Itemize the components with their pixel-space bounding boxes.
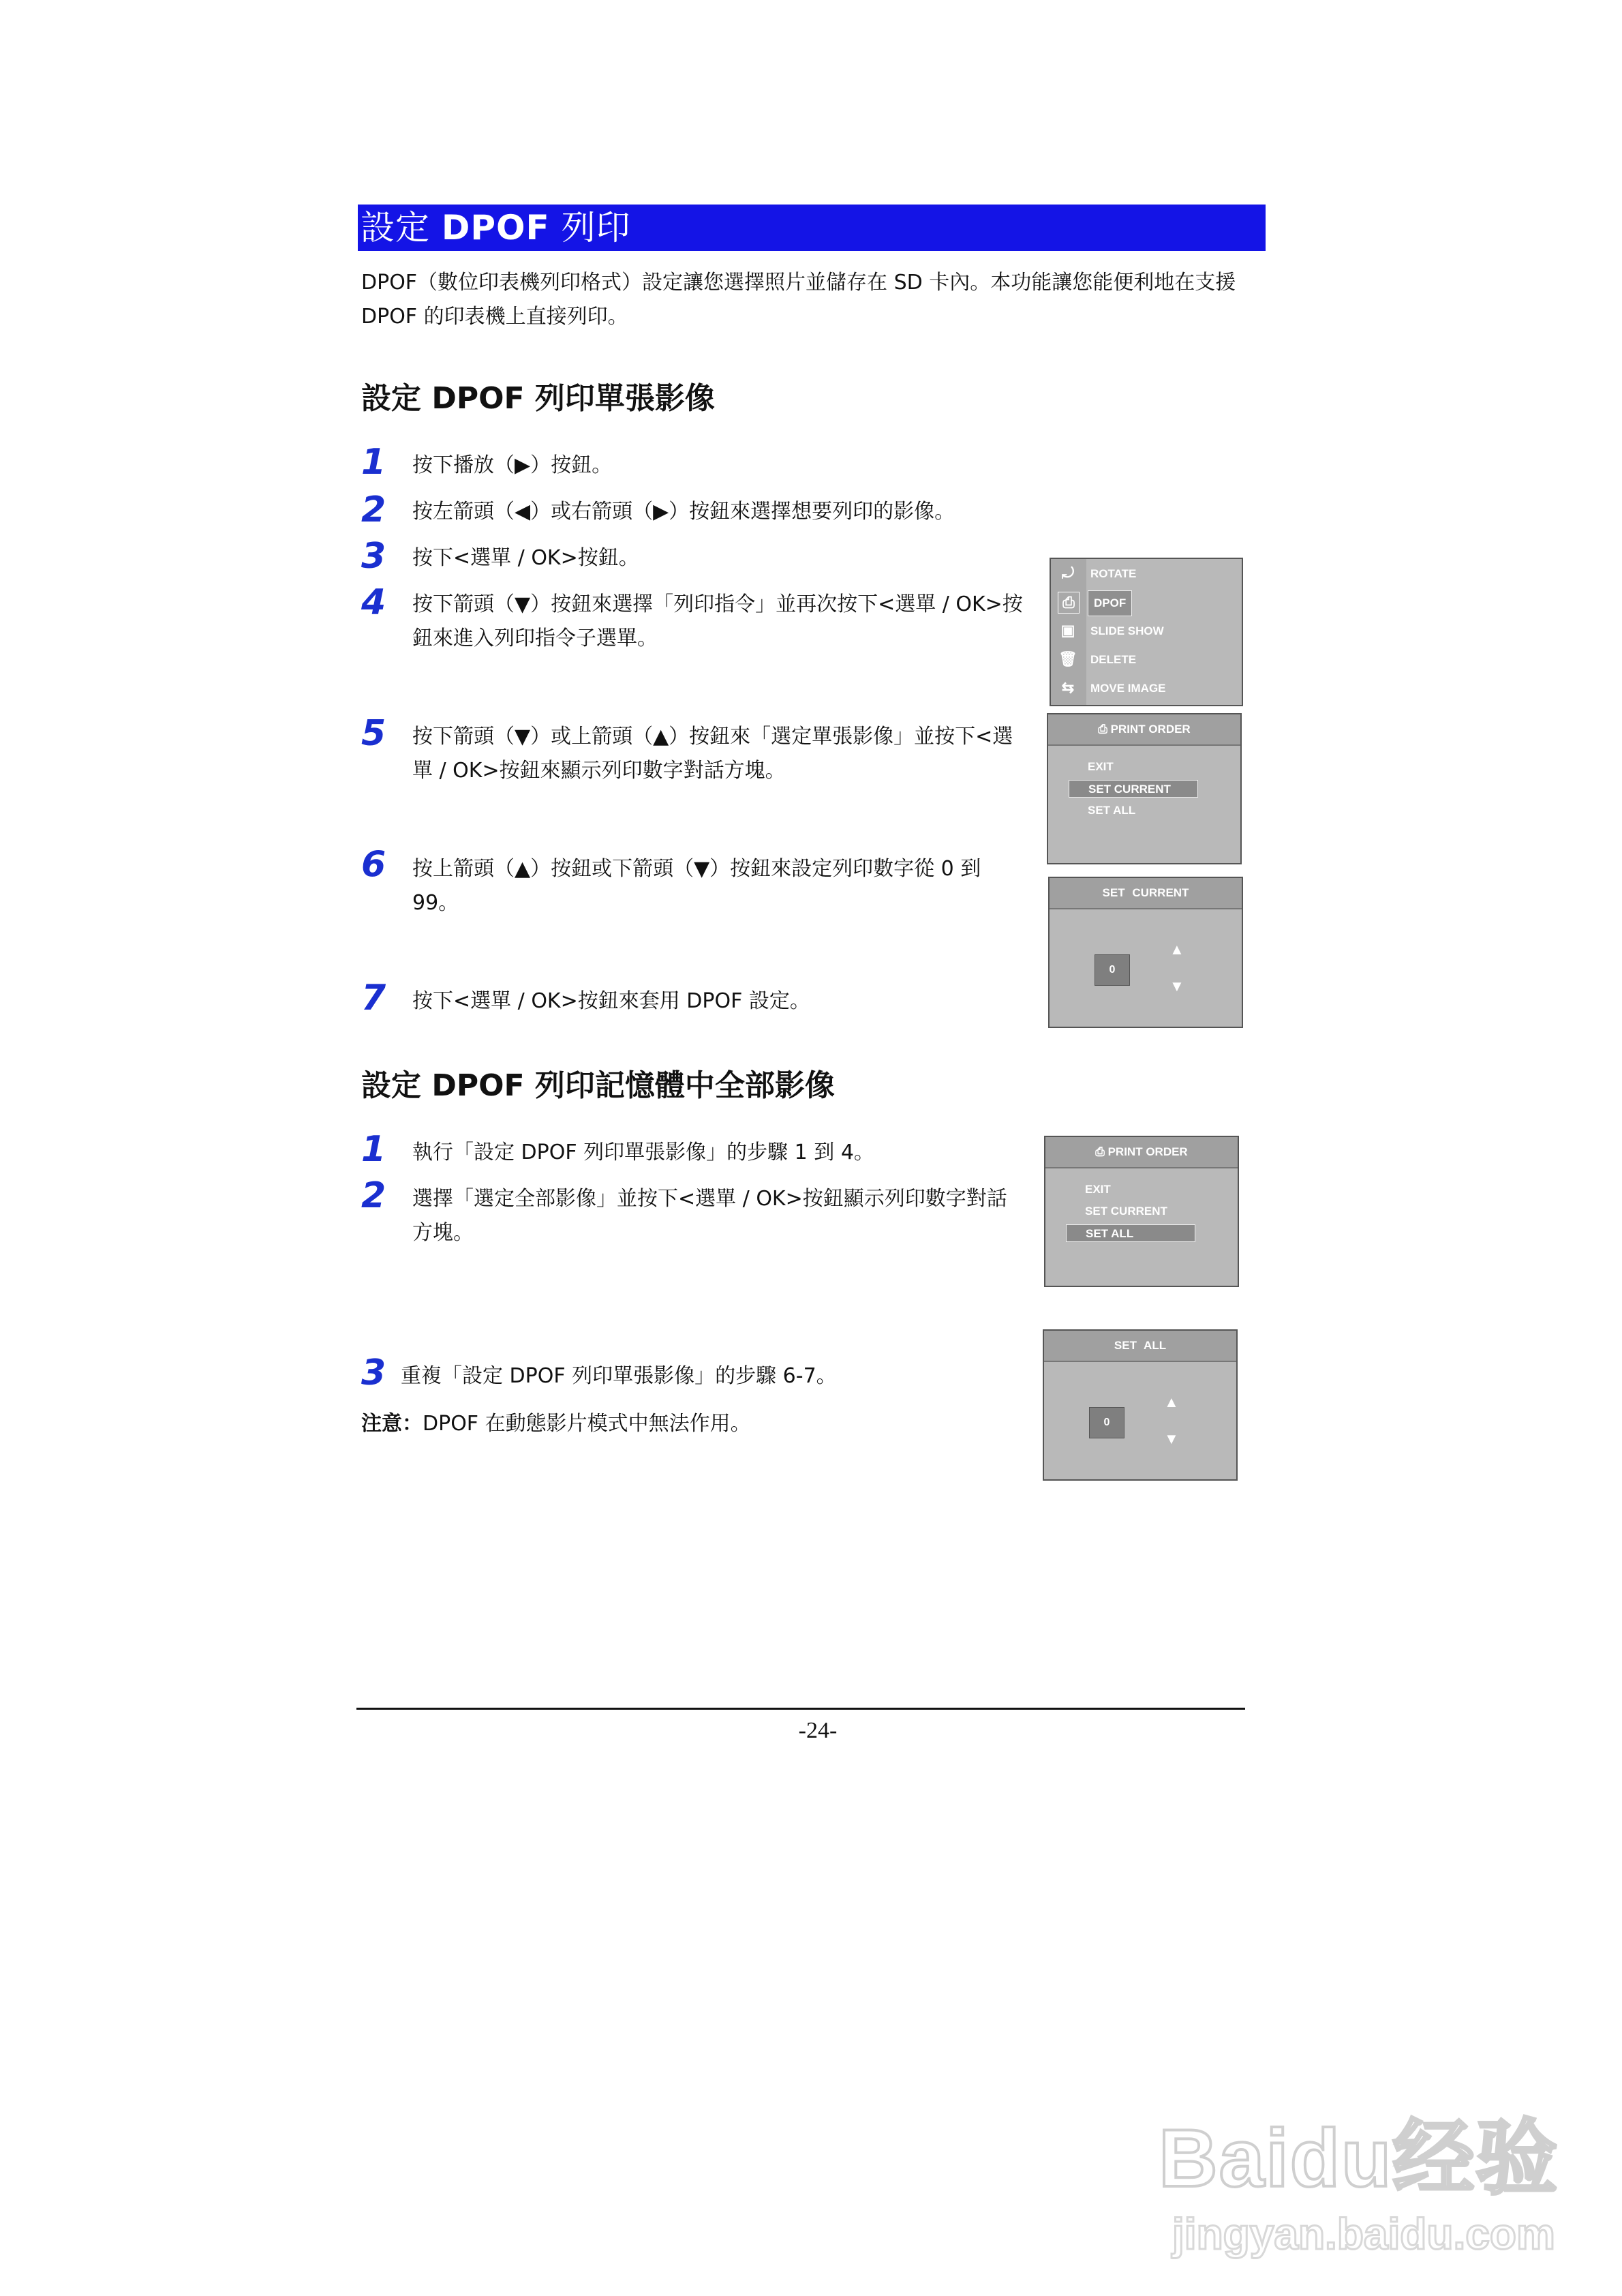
print-count-value[interactable]: 0 [1095,954,1130,986]
step-number: 2 [361,1175,386,1216]
menu-item-rotate[interactable]: ROTATE [1090,567,1137,580]
watermark-sub: jingyan.baidu.com [1172,2209,1555,2259]
note [361,1407,975,1441]
down-arrow-icon[interactable]: ▼ [1169,978,1184,995]
print-order-screen-1 [1047,713,1242,864]
menu-item-delete[interactable]: DELETE [1090,653,1137,666]
move-icon: ⇆ [1061,679,1075,696]
baidu-watermark [1159,2079,1595,2270]
step-number: 3 [361,1353,386,1393]
option-set-all[interactable]: SET ALL [1088,804,1136,817]
option-exit[interactable]: EXIT [1085,1183,1111,1196]
option-set-current[interactable]: SET CURRENT [1069,780,1198,798]
step-text: 按上箭頭（▲）按鈕或下箭頭（▼）按鈕來設定列印數字從 0 到 99。 [412,857,981,915]
print-order-screen-2 [1044,1136,1239,1287]
step-number: 1 [361,1129,386,1170]
set-all-screen [1043,1329,1238,1481]
rotate-icon: ⤾ [1061,564,1075,581]
step-number: 1 [361,442,386,483]
option-exit[interactable]: EXIT [1088,760,1114,773]
menu-item-dpof[interactable]: DPOF [1088,590,1132,616]
step-number: 5 [361,713,386,754]
step-text: 按下<選單 / OK>按鈕。 [412,546,639,570]
step-text: 按下箭頭（▼）按鈕來選擇「列印指令」並再次按下<選單 / OK>按鈕來進入列印指令子選單。 [412,592,1023,650]
option-set-all[interactable]: SET ALL [1066,1224,1195,1242]
section2-heading: 設定 DPOF 列印記憶體中全部影像 [361,1068,835,1103]
title-prefix: 設定 [361,208,442,247]
title-suffix: 列印 [549,208,631,247]
watermark-main: Baidu经验 [1159,2113,1559,2204]
footer-rule [356,1708,1245,1710]
print-count-value[interactable]: 0 [1089,1407,1124,1438]
set-current-screen [1048,877,1243,1028]
print-order-title: PRINT ORDER [1110,723,1191,736]
set-current-header: SET CURRENT [1050,878,1242,909]
print-order-title: PRINT ORDER [1107,1145,1188,1158]
slideshow-icon: ▣ [1060,622,1075,639]
down-arrow-icon[interactable]: ▼ [1164,1430,1179,1447]
note-text: DPOF 在動態影片模式中無法作用。 [423,1412,751,1436]
step-text: 按下箭頭（▼）或上箭頭（▲）按鈕來「選定單張影像」並按下<選單 / OK>按鈕來顯示列印數字對話方塊。 [412,725,1013,783]
up-arrow-icon[interactable]: ▲ [1169,941,1184,958]
step-text: 按下播放（▶）按鈕。 [412,453,613,477]
step-text: 按下<選單 / OK>按鈕來套用 DPOF 設定。 [412,989,810,1013]
set-all-header: SET ALL [1044,1331,1236,1362]
print-order-header [1048,714,1240,746]
option-set-current[interactable]: SET CURRENT [1085,1205,1167,1218]
title-bold: DPOF [441,208,550,247]
print-icon: ⎙ [1095,1145,1108,1158]
print-icon: ⎙ [1058,592,1080,614]
step-number: 3 [361,536,386,577]
intro-paragraph: DPOF（數位印表機列印格式）設定讓您選擇照片並儲存在 SD 卡內。本功能讓您能便利地在支援 DPOF 的印表機上直接列印。 [361,271,1236,329]
step-text: 重複「設定 DPOF 列印單張影像」的步驟 6-7。 [401,1364,837,1388]
print-icon: ⎙ [1098,723,1111,736]
note-label: 注意： [361,1412,423,1436]
page-number: -24- [798,1718,838,1743]
up-arrow-icon[interactable]: ▲ [1164,1393,1179,1410]
playback-menu-screen [1050,558,1243,706]
menu-item-slideshow[interactable]: SLIDE SHOW [1090,624,1164,637]
step-text: 執行「設定 DPOF 列印單張影像」的步驟 1 到 4。 [412,1141,874,1164]
step-number: 2 [361,489,386,530]
step-text: 按左箭頭（◀）或右箭頭（▶）按鈕來選擇想要列印的影像。 [412,500,955,524]
step-number: 7 [361,978,386,1018]
step-number: 6 [361,844,386,885]
step-number: 4 [361,582,386,623]
print-order-header [1045,1137,1238,1168]
page-title-bar [358,205,1266,251]
menu-item-move-image[interactable]: MOVE IMAGE [1090,682,1166,695]
step-text: 選擇「選定全部影像」並按下<選單 / OK>按鈕顯示列印數字對話方塊。 [412,1187,1007,1245]
section1-heading: 設定 DPOF 列印單張影像 [361,381,715,416]
trash-icon: 🗑 [1058,650,1077,667]
